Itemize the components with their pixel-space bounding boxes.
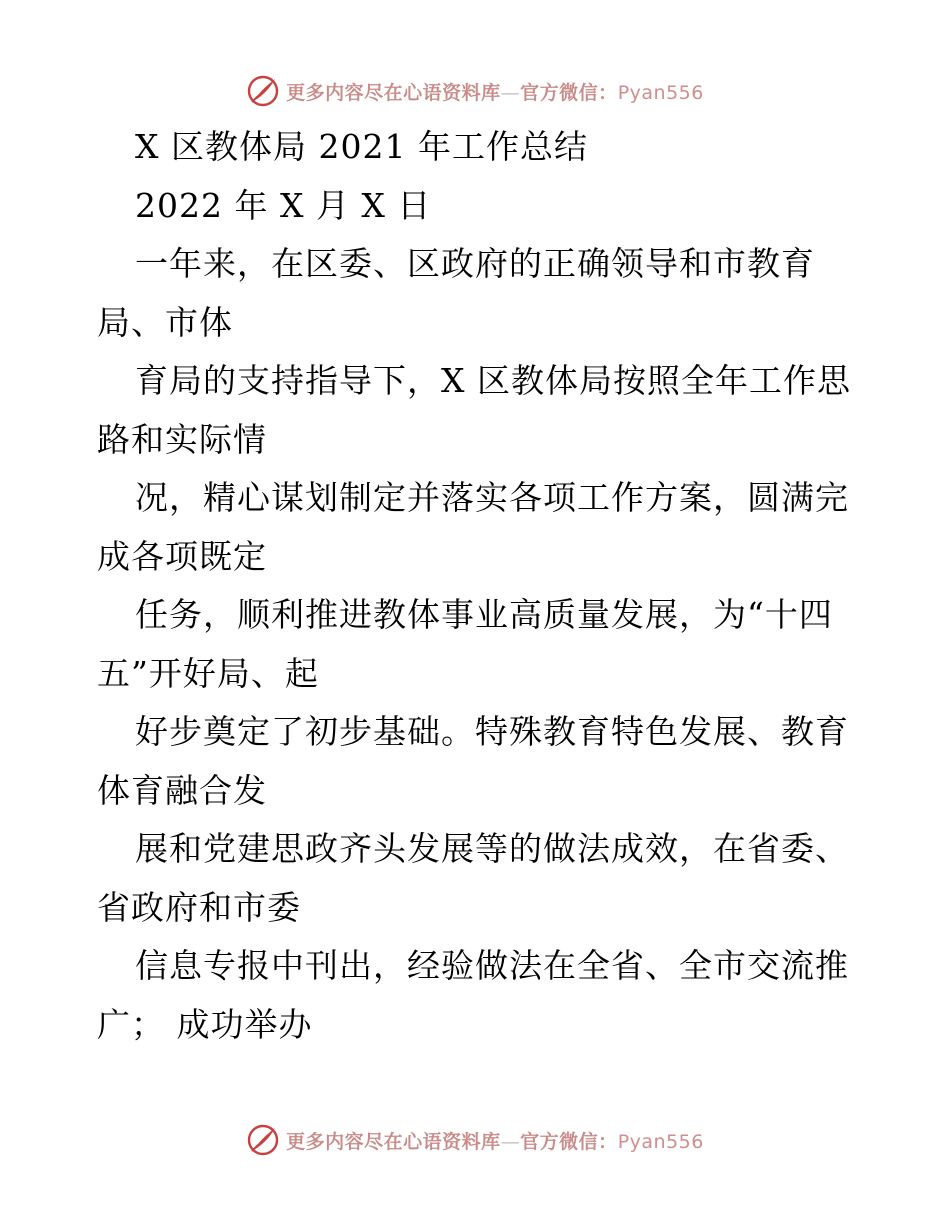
paragraph-line: 路和实际情	[97, 419, 267, 459]
footer-watermark	[0, 1120, 950, 1160]
paragraph-line: 任务，顺利推进教体事业高质量发展，为“十四	[135, 595, 833, 634]
paragraph-line: 省政府和市委	[97, 887, 301, 927]
watermark-id: Pyan556	[617, 1130, 704, 1153]
watermark-id: Pyan556	[617, 81, 704, 104]
paragraph-line: 况，精心谋划制定并落实各项工作方案，圆满完	[135, 478, 849, 517]
paragraph-line: 好步奠定了初步基础。特殊教育特色发展、教育	[135, 712, 849, 751]
header-watermark	[0, 71, 950, 111]
watermark-separator: —	[500, 1130, 521, 1153]
watermark-prefix: 更多内容尽在心语资料库	[286, 1130, 501, 1153]
document-date: 2022 年 X 月 X 日	[135, 185, 432, 225]
watermark-contact: 官方微信：	[520, 1130, 618, 1153]
paragraph-line: 信息专报中刊出，经验做法在全省、全市交流推	[135, 946, 849, 985]
paragraph-line: 育局的支持指导下，X 区教体局按照全年工作思	[135, 361, 851, 400]
paragraph-line: 成各项既定	[97, 536, 267, 576]
document-title: X 区教体局 2021 年工作总结	[135, 127, 588, 166]
paragraph-line: 体育融合发	[97, 770, 267, 810]
paragraph-line: 一年来，在区委、区政府的正确领导和市教育	[135, 244, 815, 283]
watermark-separator: —	[500, 81, 521, 104]
document-body	[97, 118, 857, 1054]
watermark-prefix: 更多内容尽在心语资料库	[286, 81, 501, 104]
feather-pen-logo-icon	[246, 74, 280, 108]
paragraph-line: 广； 成功举办	[97, 1004, 313, 1044]
feather-pen-logo-icon	[246, 1123, 280, 1157]
watermark-contact: 官方微信：	[520, 81, 618, 104]
paragraph-line: 局、市体	[97, 302, 233, 342]
paragraph-line: 五”开好局、起	[97, 653, 319, 693]
paragraph-line: 展和党建思政齐头发展等的做法成效，在省委、	[135, 829, 849, 868]
